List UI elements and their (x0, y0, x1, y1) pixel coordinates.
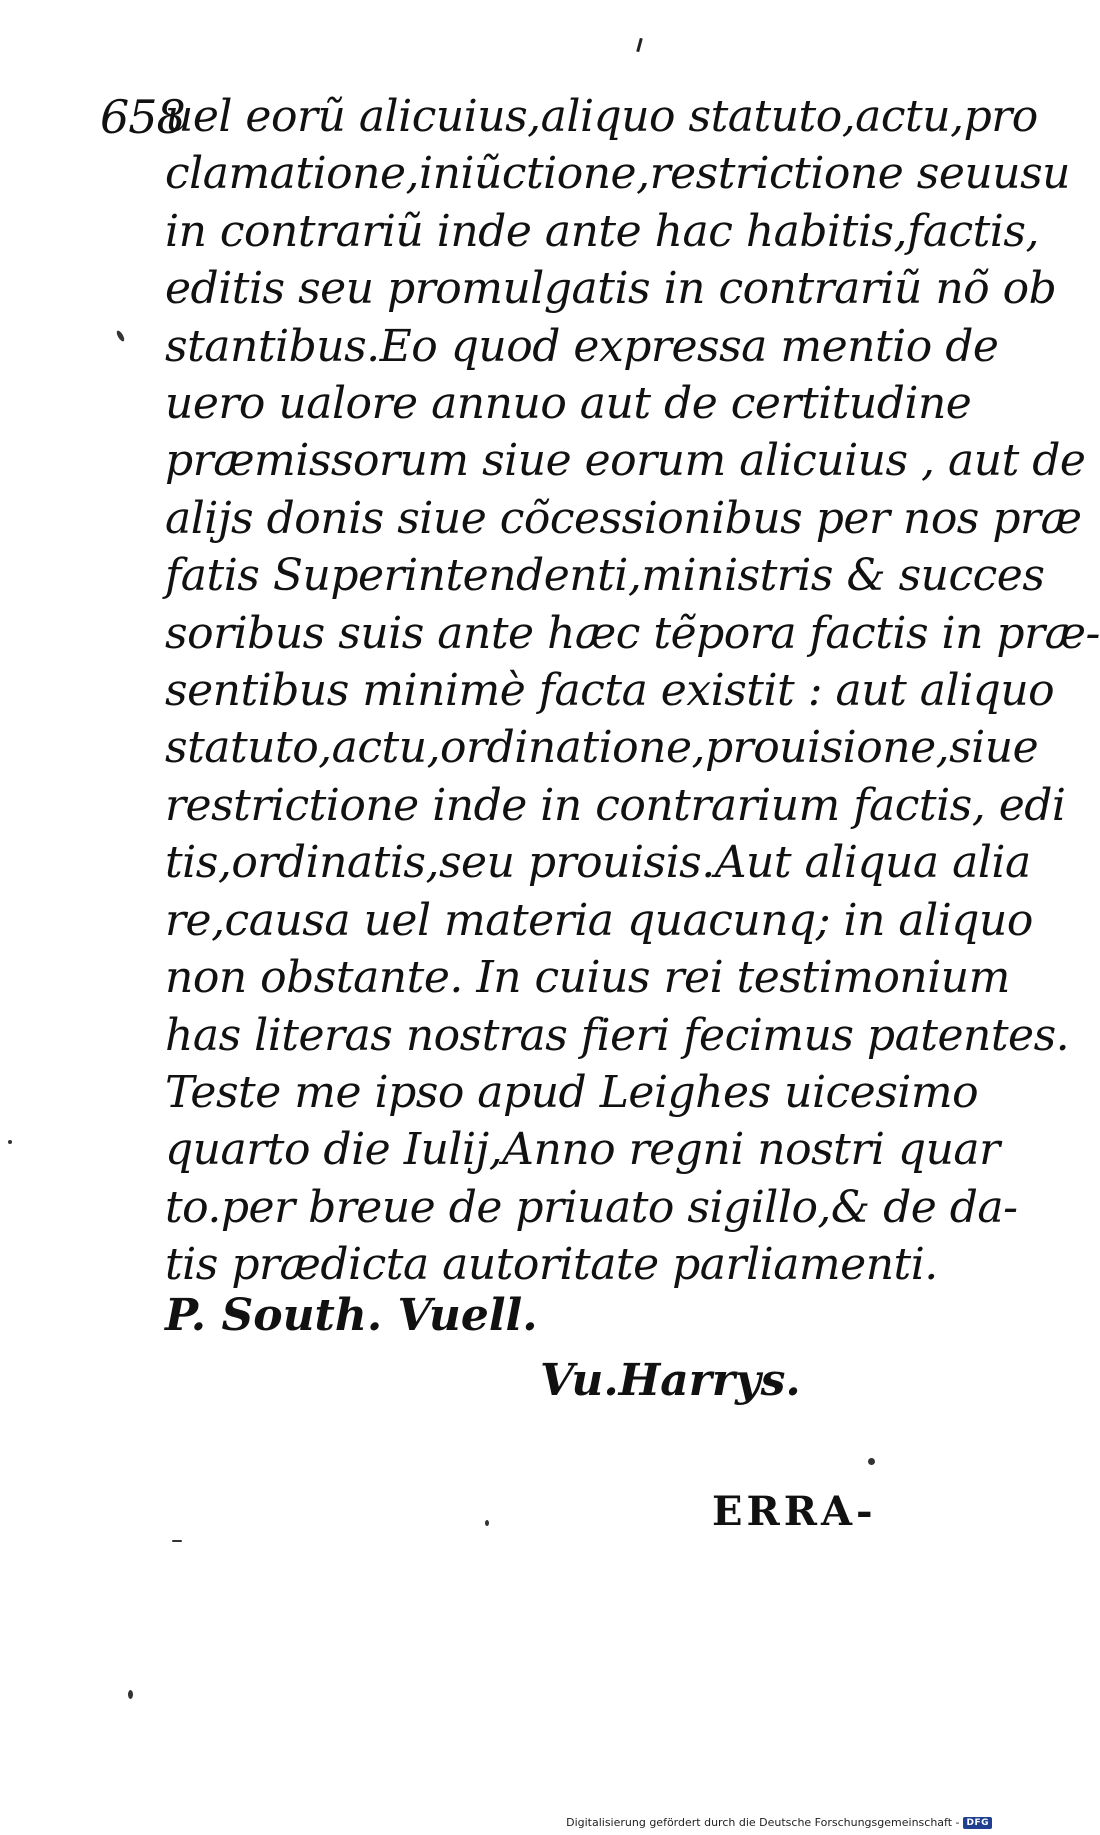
text-line: alijs donis siue cõcessionibus per nos præ (165, 492, 1082, 544)
text-line: quarto die Iulij,Anno regni nostri quar (165, 1124, 1000, 1176)
body-text (165, 88, 1100, 1294)
ink-speck (172, 1540, 182, 1542)
text-line: editis seu promulgatis in contrariũ nõ ob (165, 263, 1057, 315)
printer-mark (636, 38, 643, 52)
signer-name: Vu.Harrys. (540, 1355, 801, 1406)
text-line: præmissorum siue eorum alicuius , aut de (165, 435, 1086, 487)
text-line: clamatione,iniũctione,restrictione seuusu (165, 148, 1070, 200)
signoff: P. South. Vuell. (165, 1290, 538, 1341)
text-line: sentibus minimè facta existit : aut aliquo (165, 665, 1055, 717)
text-line: tis,ordinatis,seu prouisis.Aut aliqua alia (165, 837, 1031, 889)
ink-speck (115, 330, 125, 343)
ink-speck (8, 1140, 12, 1144)
text-line: tis prædicta autoritate parliamenti. (165, 1239, 938, 1291)
text-line: to.per breue de priuato sigillo,& de da- (165, 1181, 1018, 1233)
text-line: soribus suis ante hæc tẽpora factis in præ- (165, 607, 1100, 659)
page-number: 658 (100, 90, 185, 144)
text-line: re,causa uel materia quacunq; in aliquo (165, 894, 1033, 946)
text-line: statuto,actu,ordinatione,prouisione,siue (165, 722, 1039, 774)
digitization-credit (566, 1816, 992, 1829)
credit-text: Digitalisierung gefördert durch die Deutsche Forschungsgemeinschaft - (566, 1816, 960, 1829)
catchword: ERRA- (712, 1488, 877, 1535)
text-line: in contrariũ inde ante hac habitis,factis, (165, 205, 1039, 257)
text-line: non obstante. In cuius rei testimonium (165, 952, 1010, 1004)
text-line: Teste me ipso apud Leighes uicesimo (165, 1066, 979, 1118)
text-line: stantibus.Eo quod expressa mentio de (165, 320, 999, 372)
text-line: restrictione inde in contrarium factis, edi (165, 779, 1066, 831)
ink-speck (485, 1520, 489, 1526)
text-line: uero ualore annuo aut de certitudine (165, 378, 972, 430)
text-line: has literas nostras fieri fecimus patentes. (165, 1009, 1070, 1061)
dfg-logo-icon: DFG (963, 1817, 992, 1829)
ink-speck (128, 1690, 133, 1699)
text-line: fatis Superintendenti,ministris & succes (165, 550, 1045, 602)
text-line: uel eorũ alicuius,aliquo statuto,actu,pro (165, 91, 1038, 142)
ink-speck (868, 1458, 875, 1465)
